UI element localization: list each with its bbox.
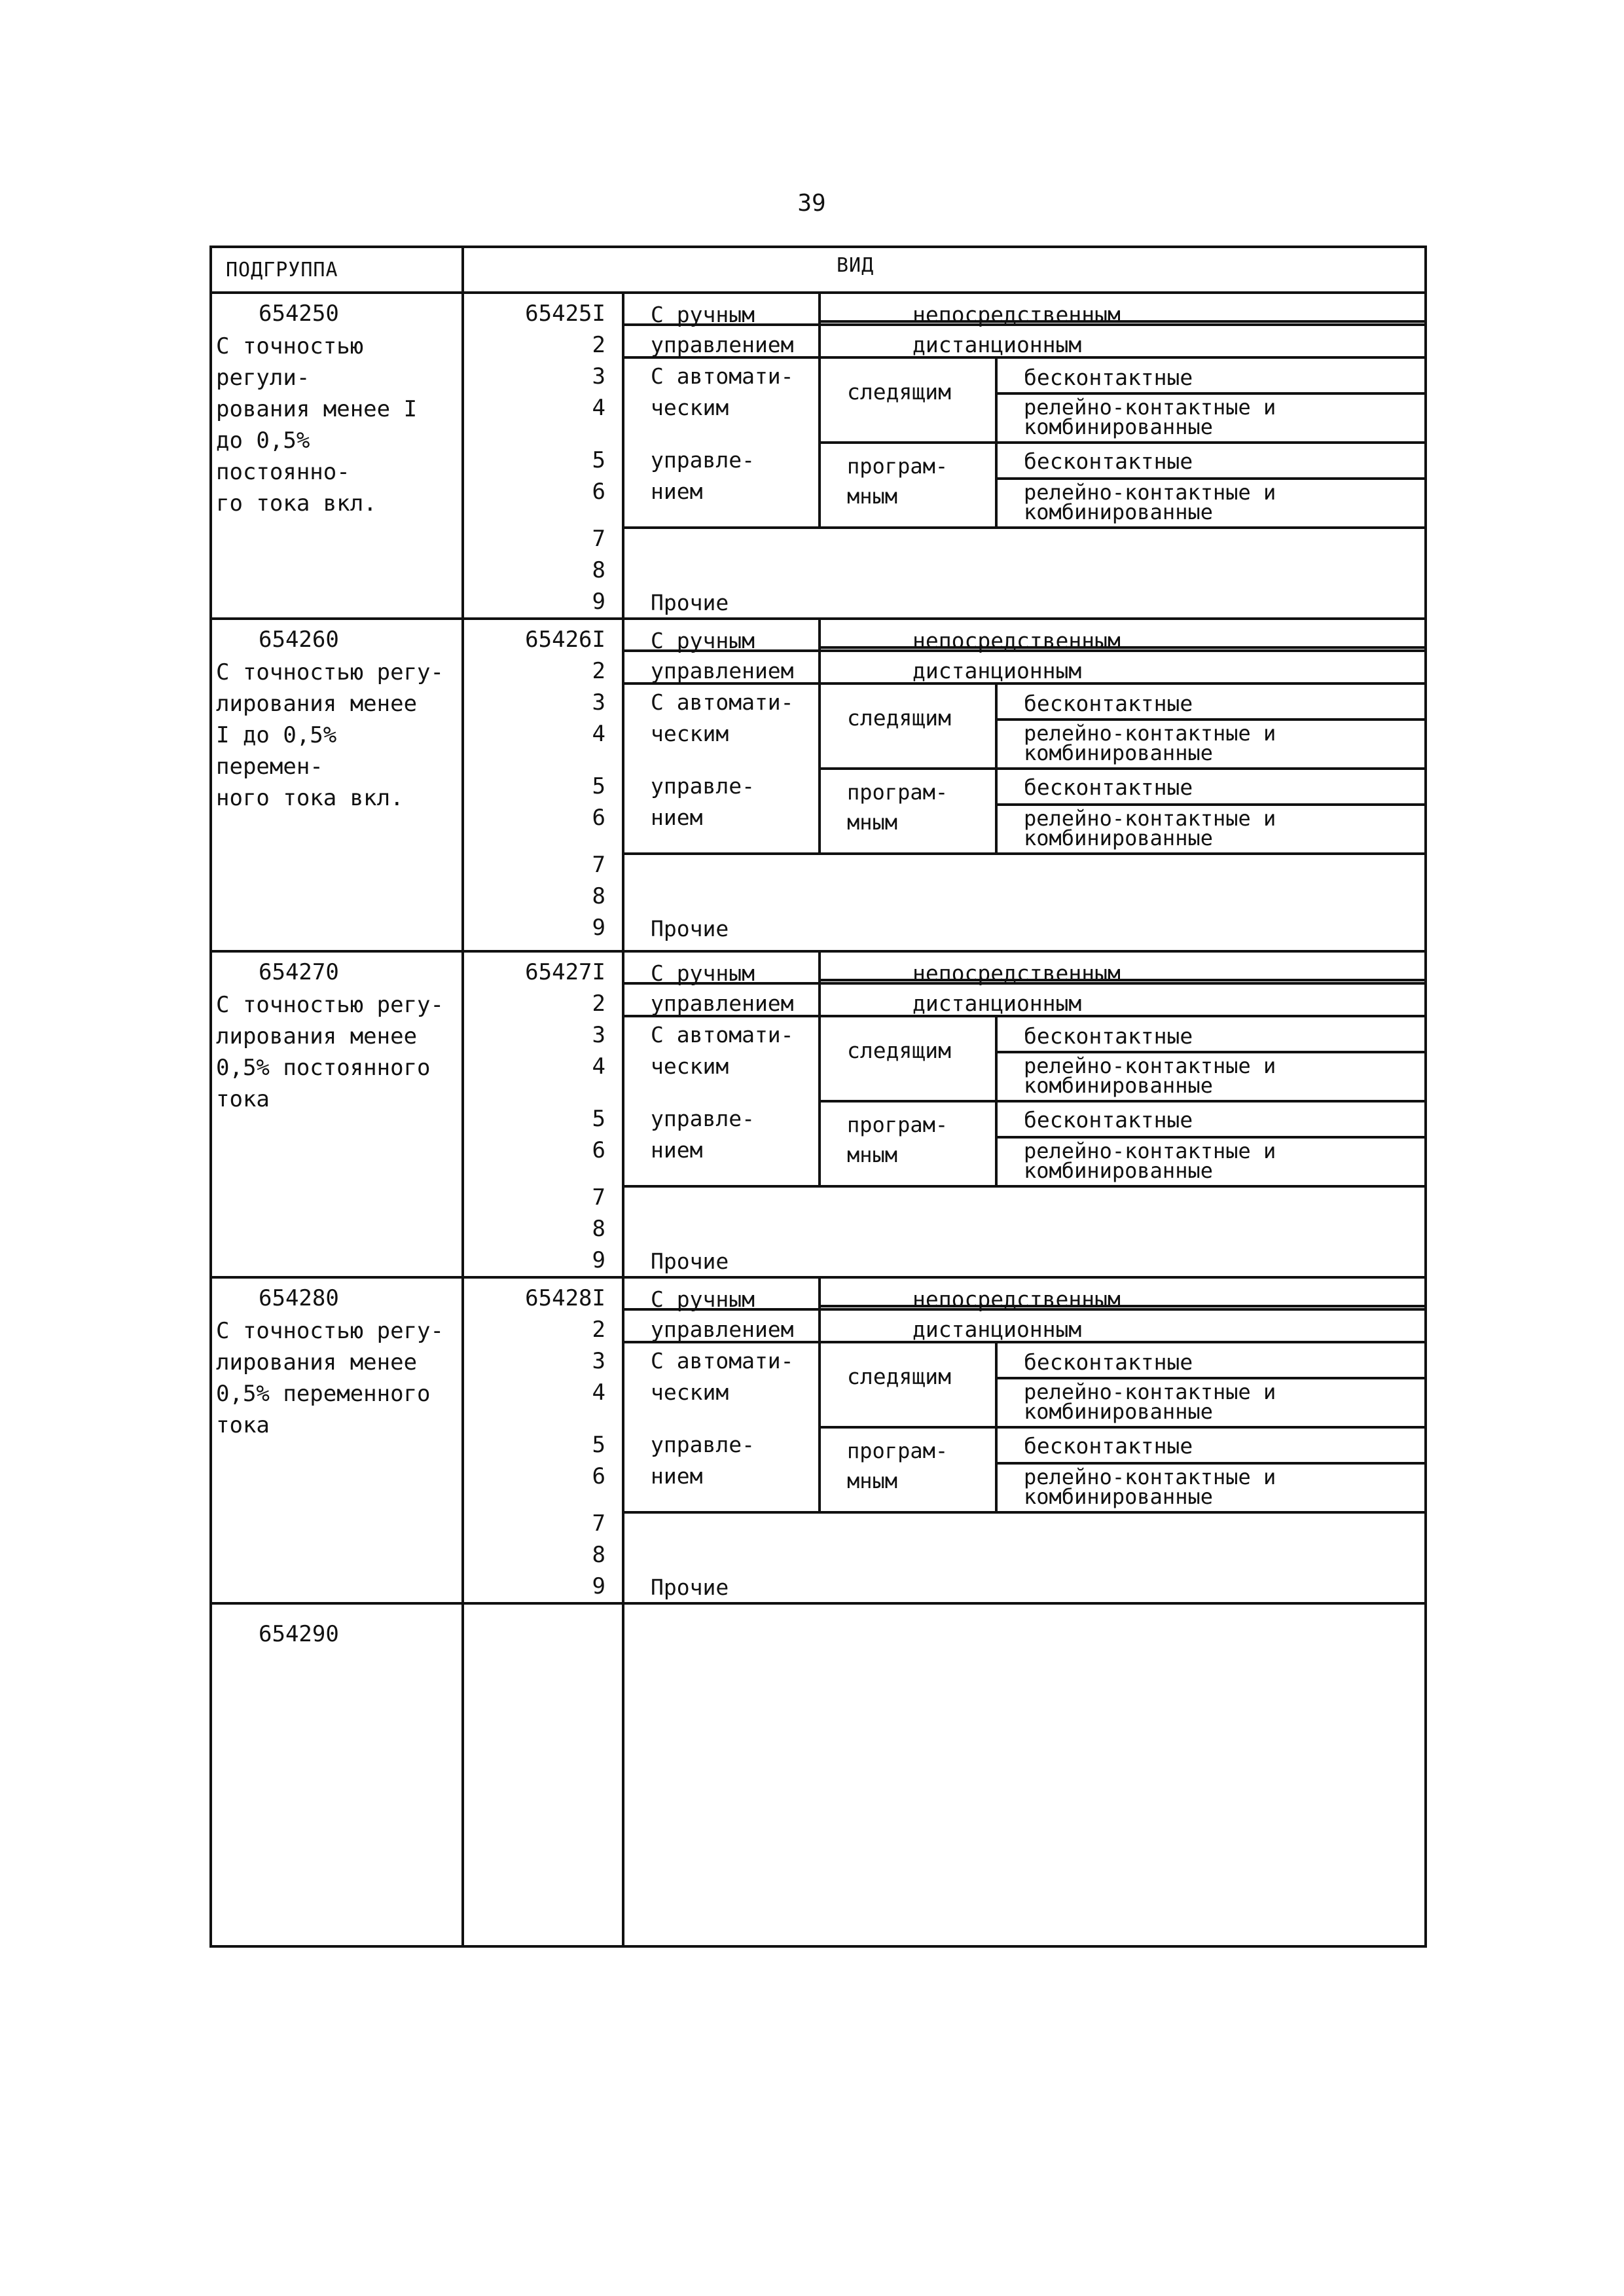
subgroup-description: С точностью регу- лирования менее 0,5% постоянного тока [216, 992, 444, 1112]
kind-code-first: 65425I [525, 301, 605, 327]
manual-label: С ручным [651, 960, 755, 986]
contactless-label: бесконтактные [1024, 1433, 1193, 1459]
remote-label: дистанционным [912, 332, 1082, 357]
kind-code-number: 2 [592, 1317, 605, 1343]
auto-label: С автомати- [651, 1022, 794, 1048]
kind-code-number: 2 [592, 658, 605, 684]
row-line [818, 441, 1426, 444]
manual-label: С ручным [651, 628, 755, 653]
subgroup-description: С точностью регу- лирования менее 0,5% переменного тока [216, 1318, 444, 1438]
auto-label: ческим [651, 1053, 729, 1079]
contactless-label: бесконтактные [1024, 1107, 1193, 1133]
other-label: Прочие [651, 916, 729, 941]
contactless-label: бесконтактные [1024, 448, 1193, 474]
kind-code-number: 9 [592, 1573, 605, 1599]
auto-label: управле- [651, 447, 755, 473]
cell-divider [818, 1279, 821, 1343]
kind-code-first: 65427I [525, 959, 605, 985]
other-label: Прочие [651, 1575, 729, 1600]
manual-label: управлением [651, 991, 794, 1016]
subgroup-code: 654250 [259, 301, 339, 327]
row-line [821, 646, 1426, 649]
program-label: програм- мным [847, 1438, 948, 1493]
subgroup-code: 654280 [259, 1285, 339, 1311]
auto-label: управле- [651, 1106, 755, 1131]
kind-code-first: 65426I [525, 627, 605, 653]
kind-code-number: 9 [592, 589, 605, 615]
row-line [624, 526, 1426, 529]
manual-label: управлением [651, 1317, 794, 1342]
kind-code-number: 3 [592, 363, 605, 390]
direct-label: непосредственным [912, 628, 1121, 653]
kind-code-number: 8 [592, 1542, 605, 1568]
relay-label: релейно-контактные и комбинированные [1024, 1465, 1276, 1509]
row-line [821, 1305, 1426, 1307]
auto-label: С автомати- [651, 689, 794, 715]
remote-label: дистанционным [912, 991, 1082, 1016]
kind-code-number: 8 [592, 557, 605, 583]
subgroup-code: 654290 [259, 1621, 339, 1647]
contactless-label: бесконтактные [1024, 774, 1193, 800]
remote-label: дистанционным [912, 1317, 1082, 1342]
header-kind: ВИД [837, 254, 875, 277]
subgroup-code: 654260 [259, 627, 339, 653]
row-line [821, 320, 1426, 323]
relay-label: релейно-контактные и комбинированные [1024, 1139, 1276, 1183]
tracking-label: следящим [847, 1364, 951, 1389]
kind-code-number: 9 [592, 1247, 605, 1273]
subgroup-block [209, 620, 1427, 943]
kind-code-number: 5 [592, 447, 605, 473]
kind-code-number: 4 [592, 721, 605, 747]
kind-code-number: 3 [592, 689, 605, 716]
page-number: 39 [797, 190, 826, 217]
subgroup-block-654290 [209, 1605, 1427, 1945]
kind-code-first: 65428I [525, 1285, 605, 1311]
manual-label: управлением [651, 332, 794, 357]
kind-code-number: 6 [592, 1137, 605, 1163]
cell-divider [818, 294, 821, 359]
row-line [821, 979, 1426, 981]
kind-code-number: 6 [592, 479, 605, 505]
auto-label: управле- [651, 773, 755, 799]
cell-divider [818, 620, 821, 685]
auto-label: нием [651, 1137, 703, 1163]
tracking-label: следящим [847, 705, 951, 731]
other-label: Прочие [651, 1248, 729, 1274]
tracking-label: следящим [847, 379, 951, 405]
cell-divider [818, 953, 821, 1017]
relay-label: релейно-контактные и комбинированные [1024, 1379, 1276, 1424]
subgroup-code: 654270 [259, 959, 339, 985]
contactless-label: бесконтактные [1024, 691, 1193, 716]
subgroup-block [209, 953, 1427, 1276]
kind-code-number: 2 [592, 991, 605, 1017]
row-line [818, 1100, 1426, 1102]
auto-label: ческим [651, 395, 729, 420]
row-line [624, 1185, 1426, 1188]
tracking-label: следящим [847, 1038, 951, 1063]
kind-code-number: 7 [592, 1510, 605, 1537]
kind-code-number: 9 [592, 915, 605, 941]
kind-code-number: 7 [592, 1184, 605, 1211]
direct-label: непосредственным [912, 1286, 1121, 1312]
kind-code-number: 4 [592, 1053, 605, 1080]
auto-label: управле- [651, 1432, 755, 1457]
kind-code-number: 5 [592, 773, 605, 799]
manual-label: С ручным [651, 302, 755, 327]
auto-label: нием [651, 805, 703, 830]
kind-code-number: 3 [592, 1348, 605, 1374]
relay-label: релейно-контактные и комбинированные [1024, 395, 1276, 439]
kind-code-number: 7 [592, 852, 605, 878]
auto-label: ческим [651, 721, 729, 746]
subgroup-block [209, 294, 1427, 617]
kind-code-number: 4 [592, 395, 605, 421]
program-label: програм- мным [847, 780, 948, 835]
program-label: програм- мным [847, 454, 948, 509]
kind-code-number: 8 [592, 883, 605, 909]
direct-label: непосредственным [912, 960, 1121, 986]
header-subgroup: ПОДГРУППА [226, 259, 338, 282]
row-line [818, 767, 1426, 770]
subgroup-block [209, 1279, 1427, 1602]
remote-label: дистанционным [912, 658, 1082, 683]
row-line [818, 1426, 1426, 1429]
auto-label: нием [651, 1463, 703, 1489]
manual-label: С ручным [651, 1286, 755, 1312]
relay-label: релейно-контактные и комбинированные [1024, 806, 1276, 850]
relay-label: релейно-контактные и комбинированные [1024, 721, 1276, 765]
relay-label: релейно-контактные и комбинированные [1024, 1053, 1276, 1098]
kind-code-number: 6 [592, 1463, 605, 1489]
manual-label: управлением [651, 658, 794, 683]
auto-label: С автомати- [651, 1348, 794, 1374]
subgroup-description: С точностью регу- лирования менее I до 0,5% перемен- ного тока вкл. [216, 659, 444, 811]
kind-code-number: 8 [592, 1216, 605, 1242]
kind-code-number: 4 [592, 1379, 605, 1406]
kind-code-number: 5 [592, 1106, 605, 1132]
auto-label: ческим [651, 1379, 729, 1405]
kind-code-number: 2 [592, 332, 605, 358]
subgroup-description: С точностью регули- рования менее I до 0,5% постоянно- го тока вкл. [216, 333, 418, 517]
row-line [624, 1511, 1426, 1514]
kind-code-number: 5 [592, 1432, 605, 1458]
contactless-label: бесконтактные [1024, 1349, 1193, 1375]
program-label: програм- мным [847, 1112, 948, 1167]
auto-label: С автомати- [651, 363, 794, 389]
auto-label: нием [651, 479, 703, 504]
row-line [624, 852, 1426, 855]
kind-code-number: 6 [592, 805, 605, 831]
direct-label: непосредственным [912, 302, 1121, 327]
contactless-label: бесконтактные [1024, 365, 1193, 390]
kind-code-number: 7 [592, 526, 605, 552]
kind-code-number: 3 [592, 1022, 605, 1048]
other-label: Прочие [651, 590, 729, 615]
relay-label: релейно-контактные и комбинированные [1024, 480, 1276, 524]
contactless-label: бесконтактные [1024, 1023, 1193, 1049]
